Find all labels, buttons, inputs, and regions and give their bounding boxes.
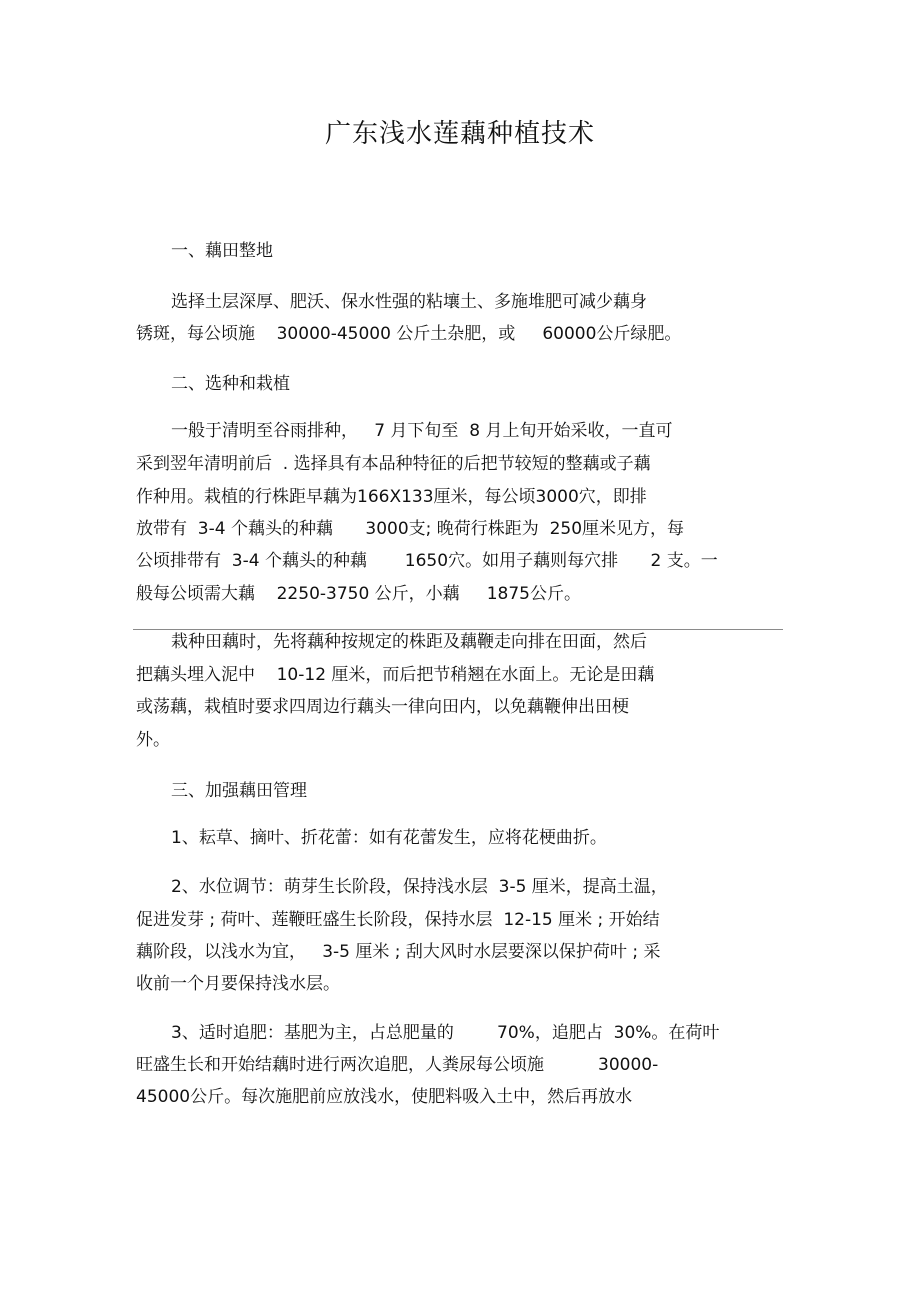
paragraph-line: 公顷排带有 3-4 个藕头的种藕 1650穴。如用子藕则每穴排 2 支。一 <box>136 551 718 571</box>
paragraph-line: 外。 <box>136 730 170 750</box>
paragraph-line: 1、耘草、摘叶、折花蕾：如有花蕾发生，应将花梗曲折。 <box>171 828 607 848</box>
paragraph-line: 作种用。栽植的行株距早藕为166X133厘米，每公顷3000穴，即排 <box>136 487 647 507</box>
paragraph-line: 藕阶段，以浅水为宜， 3-5 厘米 ; 刮大风时水层要深以保护荷叶 ; 采 <box>136 942 661 962</box>
section-heading: 一、藕田整地 <box>171 241 273 261</box>
paragraph-line: 一般于清明至谷雨排种， 7 月下旬至 8 月上旬开始采收，一直可 <box>171 421 673 441</box>
paragraph-line: 采到翌年清明前后 . 选择具有本品种特征的后把节较短的整藕或子藕 <box>136 454 651 474</box>
paragraph-line: 把藕头埋入泥中 10-12 厘米，而后把节稍翘在水面上。无论是田藕 <box>136 665 655 685</box>
paragraph-line: 放带有 3-4 个藕头的种藕 3000支; 晚荷行株距为 250厘米见方，每 <box>136 519 685 539</box>
divider-line <box>133 629 783 630</box>
paragraph-line: 旺盛生长和开始结藕时进行两次追肥，人粪尿每公顷施 30000- <box>136 1055 659 1075</box>
paragraph-line: 或荡藕，栽植时要求四周边行藕头一律向田内，以免藕鞭伸出田梗 <box>136 697 629 717</box>
paragraph-line: 栽种田藕时，先将藕种按规定的株距及藕鞭走向排在田面，然后 <box>171 632 647 652</box>
paragraph-line: 促进发芽 ; 荷叶、莲鞭旺盛生长阶段，保持水层 12-15 厘米 ; 开始结 <box>136 910 660 930</box>
paragraph-line: 锈斑，每公顷施 30000-45000 公斤土杂肥，或 60000公斤绿肥。 <box>136 324 682 344</box>
paragraph-line: 选择土层深厚、肥沃、保水性强的粘壤土、多施堆肥可减少藕身 <box>171 292 647 312</box>
paragraph-line: 45000公斤。每次施肥前应放浅水，使肥料吸入土中，然后再放水 <box>136 1087 633 1107</box>
section-heading: 三、加强藕田管理 <box>171 781 307 801</box>
section-heading: 二、选种和栽植 <box>171 374 290 394</box>
paragraph-line: 收前一个月要保持浅水层。 <box>136 974 340 994</box>
paragraph-line: 2、水位调节：萌芽生长阶段，保持浅水层 3-5 厘米，提高土温， <box>171 877 668 897</box>
paragraph-line: 般每公顷需大藕 2250-3750 公斤，小藕 1875公斤。 <box>136 584 581 604</box>
page-title: 广东浅水莲藕种植技术 <box>324 119 595 149</box>
paragraph-line: 3、适时追肥：基肥为主，占总肥量的 70%，追肥占 30%。在荷叶 <box>171 1023 720 1043</box>
